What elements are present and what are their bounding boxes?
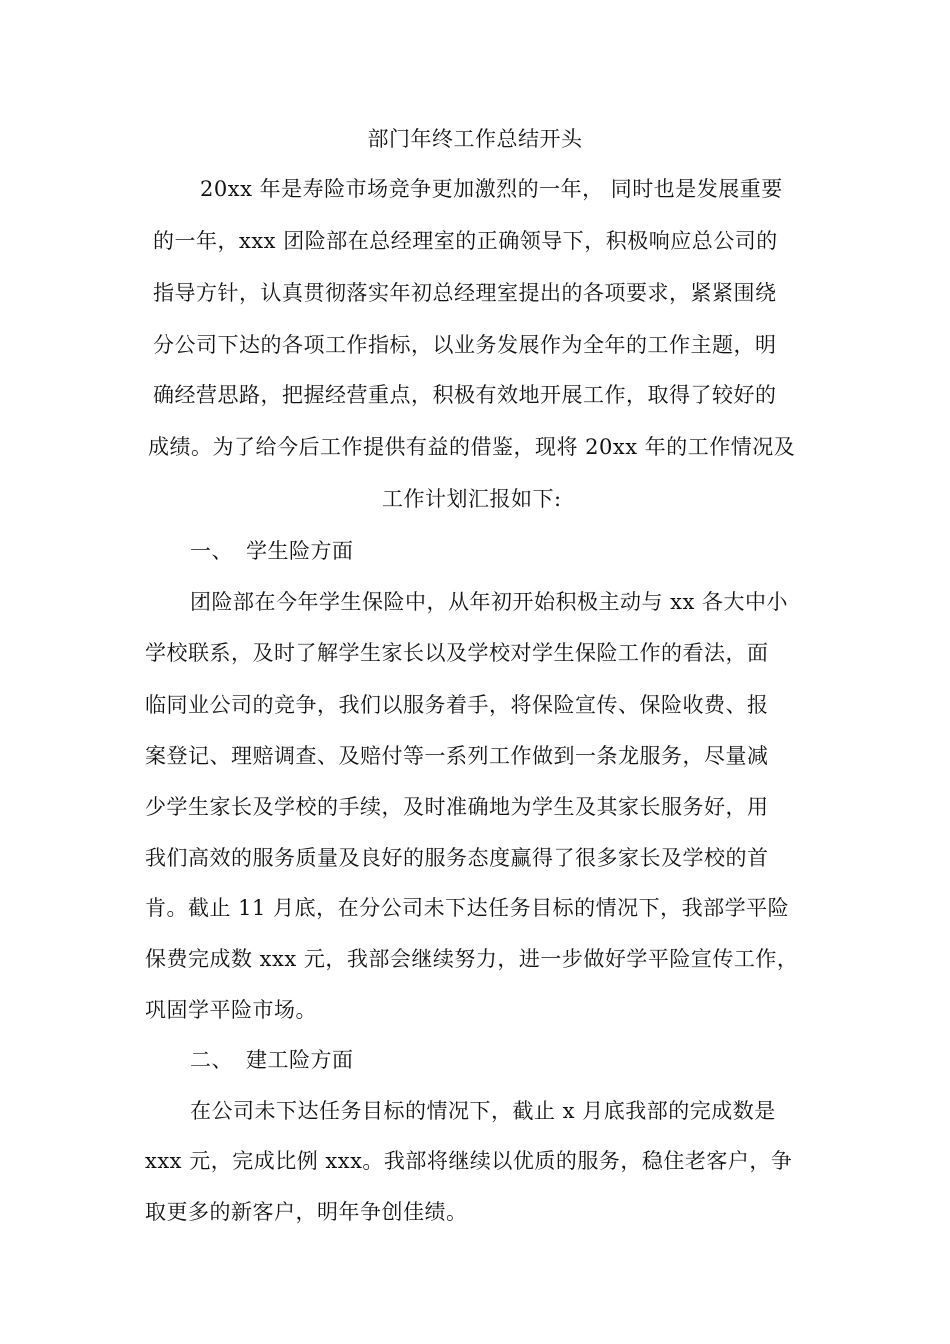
- section-2-heading: [190, 1045, 354, 1075]
- section-1-line-7: 肯。截止 11 月底，在分公司未下达任务目标的情况下，我部学平险: [145, 896, 790, 920]
- intro-line-7: 工作计划汇报如下:: [382, 487, 562, 511]
- intro-line-1: 20xx 年是寿险市场竞争更加激烈的一年， 同时也是发展重要: [200, 177, 783, 201]
- section-1-line-3: 临同业公司的竞争，我们以服务着手，将保险宣传、保险收费、报: [145, 693, 769, 717]
- section-1-line-2: 学校联系，及时了解学生家长以及学校对学生保险工作的看法，面: [145, 641, 769, 665]
- intro-line-6: 成绩。为了给今后工作提供有益的借鉴，现将 20xx 年的工作情况及: [148, 435, 796, 459]
- section-2-number: 二、: [190, 1048, 233, 1072]
- section-1-line-1: 团险部在今年学生保险中，从年初开始积极主动与 xx 各大中小: [190, 590, 789, 614]
- document-title: 部门年终工作总结开头: [367, 127, 583, 151]
- section-2-title: 建工险方面: [246, 1048, 354, 1072]
- section-1-line-8: 保费完成数 xxx 元，我部会继续努力，进一步做好学平险宣传工作，: [145, 947, 799, 971]
- section-1-line-5: 少学生家长及学校的手续，及时准确地为学生及其家长服务好，用: [145, 795, 769, 819]
- intro-line-2: 的一年，xxx 团险部在总经理室的正确领导下，积极响应总公司的: [153, 229, 778, 253]
- section-2-line-3: 取更多的新客户，明年争创佳绩。: [145, 1200, 468, 1224]
- section-2-line-1: 在公司未下达任务目标的情况下，截止 x 月底我部的完成数是: [190, 1099, 776, 1123]
- intro-line-4: 分公司下达的各项工作指标，以业务发展作为全年的工作主题，明: [153, 333, 777, 357]
- section-1-number: 一、: [190, 539, 233, 563]
- section-1-title: 学生险方面: [246, 539, 354, 563]
- section-1-line-4: 案登记、理赔调查、及赔付等一系列工作做到一条龙服务，尽量减: [145, 744, 769, 768]
- section-1-line-9: 巩固学平险市场。: [145, 998, 317, 1022]
- section-1-heading: [190, 536, 354, 566]
- intro-line-5: 确经营思路，把握经营重点，积极有效地开展工作，取得了较好的: [153, 383, 777, 407]
- section-1-line-6: 我们高效的服务质量及良好的服务态度赢得了很多家长及学校的首: [145, 846, 769, 870]
- section-2-line-2: xxx 元，完成比例 xxx。我部将继续以优质的服务，稳住老客户，争: [145, 1149, 793, 1173]
- intro-line-3: 指导方针，认真贯彻落实年初总经理室提出的各项要求，紧紧围绕: [153, 281, 777, 305]
